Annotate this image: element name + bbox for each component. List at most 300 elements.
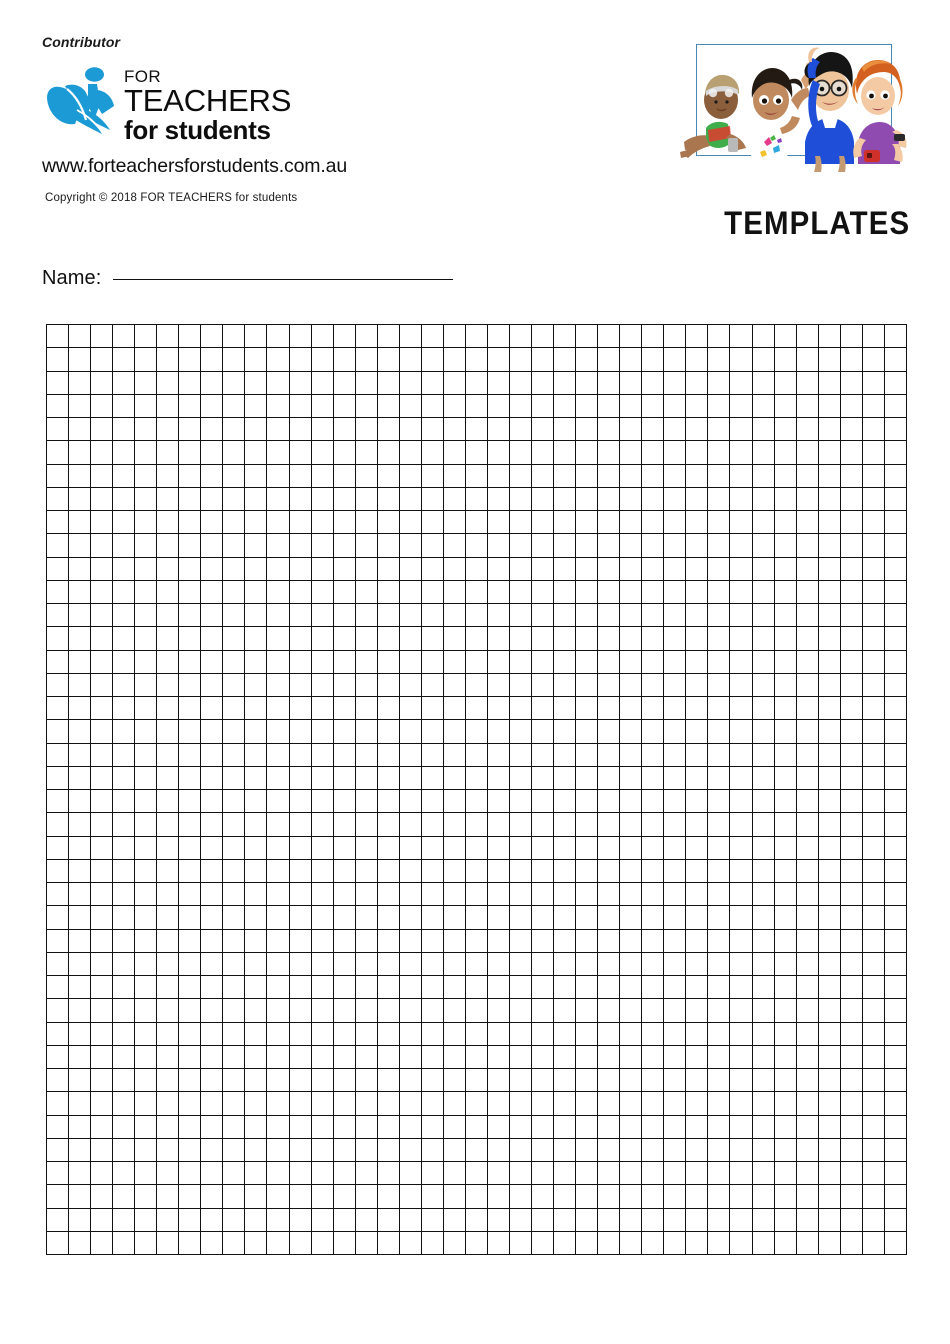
grid-cell[interactable] xyxy=(443,557,465,580)
grid-cell[interactable] xyxy=(487,557,509,580)
grid-cell[interactable] xyxy=(377,743,399,766)
grid-cell[interactable] xyxy=(69,1208,91,1231)
grid-cell[interactable] xyxy=(245,1138,267,1161)
grid-cell[interactable] xyxy=(509,836,531,859)
grid-cell[interactable] xyxy=(333,1231,355,1254)
grid-cell[interactable] xyxy=(179,1208,201,1231)
grid-cell[interactable] xyxy=(377,511,399,534)
grid-cell[interactable] xyxy=(47,371,69,394)
grid-cell[interactable] xyxy=(862,1092,884,1115)
grid-cell[interactable] xyxy=(554,766,576,789)
grid-cell[interactable] xyxy=(289,743,311,766)
grid-cell[interactable] xyxy=(465,720,487,743)
grid-cell[interactable] xyxy=(708,1231,730,1254)
grid-cell[interactable] xyxy=(818,1231,840,1254)
grid-cell[interactable] xyxy=(135,976,157,999)
grid-cell[interactable] xyxy=(179,1069,201,1092)
grid-cell[interactable] xyxy=(730,999,752,1022)
grid-cell[interactable] xyxy=(91,557,113,580)
grid-cell[interactable] xyxy=(818,952,840,975)
grid-cell[interactable] xyxy=(201,534,223,557)
grid-cell[interactable] xyxy=(774,1045,796,1068)
grid-cell[interactable] xyxy=(135,1185,157,1208)
grid-cell[interactable] xyxy=(311,883,333,906)
grid-cell[interactable] xyxy=(774,371,796,394)
grid-cell[interactable] xyxy=(377,976,399,999)
grid-cell[interactable] xyxy=(311,557,333,580)
grid-cell[interactable] xyxy=(289,1231,311,1254)
grid-cell[interactable] xyxy=(752,1115,774,1138)
grid-cell[interactable] xyxy=(465,813,487,836)
grid-cell[interactable] xyxy=(311,929,333,952)
grid-cell[interactable] xyxy=(135,743,157,766)
grid-cell[interactable] xyxy=(289,1092,311,1115)
grid-cell[interactable] xyxy=(91,697,113,720)
grid-cell[interactable] xyxy=(752,1231,774,1254)
grid-cell[interactable] xyxy=(289,766,311,789)
grid-cell[interactable] xyxy=(267,673,289,696)
grid-cell[interactable] xyxy=(465,557,487,580)
grid-cell[interactable] xyxy=(201,627,223,650)
grid-cell[interactable] xyxy=(311,511,333,534)
grid-cell[interactable] xyxy=(311,999,333,1022)
grid-cell[interactable] xyxy=(69,952,91,975)
grid-cell[interactable] xyxy=(333,999,355,1022)
grid-cell[interactable] xyxy=(223,790,245,813)
grid-cell[interactable] xyxy=(664,1208,686,1231)
grid-cell[interactable] xyxy=(598,325,620,348)
grid-cell[interactable] xyxy=(267,1231,289,1254)
grid-cell[interactable] xyxy=(686,371,708,394)
grid-cell[interactable] xyxy=(157,1092,179,1115)
grid-cell[interactable] xyxy=(333,464,355,487)
grid-cell[interactable] xyxy=(796,1162,818,1185)
grid-cell[interactable] xyxy=(135,1045,157,1068)
grid-cell[interactable] xyxy=(333,697,355,720)
grid-cell[interactable] xyxy=(840,650,862,673)
grid-cell[interactable] xyxy=(664,929,686,952)
grid-cell[interactable] xyxy=(377,1069,399,1092)
grid-cell[interactable] xyxy=(245,929,267,952)
grid-cell[interactable] xyxy=(730,557,752,580)
grid-cell[interactable] xyxy=(576,487,598,510)
grid-cell[interactable] xyxy=(664,766,686,789)
grid-cell[interactable] xyxy=(289,511,311,534)
grid-cell[interactable] xyxy=(443,418,465,441)
grid-cell[interactable] xyxy=(818,1092,840,1115)
grid-cell[interactable] xyxy=(333,1162,355,1185)
grid-cell[interactable] xyxy=(333,441,355,464)
grid-cell[interactable] xyxy=(157,325,179,348)
grid-cell[interactable] xyxy=(201,697,223,720)
grid-cell[interactable] xyxy=(554,650,576,673)
grid-cell[interactable] xyxy=(377,1022,399,1045)
grid-cell[interactable] xyxy=(223,906,245,929)
grid-cell[interactable] xyxy=(113,906,135,929)
grid-cell[interactable] xyxy=(576,836,598,859)
grid-cell[interactable] xyxy=(465,790,487,813)
grid-cell[interactable] xyxy=(443,1138,465,1161)
grid-cell[interactable] xyxy=(179,790,201,813)
grid-cell[interactable] xyxy=(47,534,69,557)
grid-cell[interactable] xyxy=(509,557,531,580)
grid-cell[interactable] xyxy=(223,557,245,580)
grid-cell[interactable] xyxy=(818,464,840,487)
grid-cell[interactable] xyxy=(47,952,69,975)
grid-cell[interactable] xyxy=(708,697,730,720)
grid-cell[interactable] xyxy=(355,394,377,417)
grid-cell[interactable] xyxy=(421,999,443,1022)
grid-cell[interactable] xyxy=(223,487,245,510)
grid-cell[interactable] xyxy=(267,1208,289,1231)
grid-cell[interactable] xyxy=(796,976,818,999)
grid-cell[interactable] xyxy=(311,1092,333,1115)
grid-cell[interactable] xyxy=(796,604,818,627)
grid-cell[interactable] xyxy=(840,1092,862,1115)
grid-cell[interactable] xyxy=(686,1092,708,1115)
grid-cell[interactable] xyxy=(487,1045,509,1068)
grid-cell[interactable] xyxy=(796,883,818,906)
grid-cell[interactable] xyxy=(774,1231,796,1254)
grid-cell[interactable] xyxy=(47,859,69,882)
grid-cell[interactable] xyxy=(333,1138,355,1161)
grid-cell[interactable] xyxy=(730,1092,752,1115)
grid-cell[interactable] xyxy=(69,418,91,441)
grid-cell[interactable] xyxy=(399,929,421,952)
grid-cell[interactable] xyxy=(818,534,840,557)
grid-cell[interactable] xyxy=(91,836,113,859)
grid-cell[interactable] xyxy=(818,348,840,371)
grid-cell[interactable] xyxy=(862,929,884,952)
grid-cell[interactable] xyxy=(818,999,840,1022)
grid-cell[interactable] xyxy=(620,1092,642,1115)
grid-cell[interactable] xyxy=(289,487,311,510)
grid-cell[interactable] xyxy=(708,1092,730,1115)
grid-cell[interactable] xyxy=(752,557,774,580)
grid-cell[interactable] xyxy=(796,1138,818,1161)
grid-cell[interactable] xyxy=(752,394,774,417)
grid-cell[interactable] xyxy=(774,976,796,999)
grid-cell[interactable] xyxy=(399,1208,421,1231)
grid-cell[interactable] xyxy=(443,766,465,789)
grid-cell[interactable] xyxy=(487,673,509,696)
grid-cell[interactable] xyxy=(620,371,642,394)
grid-cell[interactable] xyxy=(223,673,245,696)
grid-cell[interactable] xyxy=(752,952,774,975)
grid-cell[interactable] xyxy=(487,906,509,929)
grid-cell[interactable] xyxy=(752,627,774,650)
grid-cell[interactable] xyxy=(554,1092,576,1115)
grid-cell[interactable] xyxy=(113,720,135,743)
grid-cell[interactable] xyxy=(113,929,135,952)
grid-cell[interactable] xyxy=(69,697,91,720)
grid-cell[interactable] xyxy=(620,325,642,348)
grid-cell[interactable] xyxy=(598,743,620,766)
grid-cell[interactable] xyxy=(774,952,796,975)
grid-cell[interactable] xyxy=(311,580,333,603)
grid-cell[interactable] xyxy=(135,394,157,417)
grid-cell[interactable] xyxy=(179,1115,201,1138)
grid-cell[interactable] xyxy=(113,697,135,720)
grid-cell[interactable] xyxy=(223,511,245,534)
grid-cell[interactable] xyxy=(620,441,642,464)
grid-cell[interactable] xyxy=(708,325,730,348)
grid-cell[interactable] xyxy=(157,534,179,557)
grid-cell[interactable] xyxy=(532,464,554,487)
grid-cell[interactable] xyxy=(223,441,245,464)
grid-cell[interactable] xyxy=(333,325,355,348)
grid-cell[interactable] xyxy=(862,999,884,1022)
grid-cell[interactable] xyxy=(47,743,69,766)
grid-cell[interactable] xyxy=(333,929,355,952)
grid-cell[interactable] xyxy=(113,604,135,627)
grid-cell[interactable] xyxy=(421,580,443,603)
grid-cell[interactable] xyxy=(267,487,289,510)
grid-cell[interactable] xyxy=(818,1115,840,1138)
grid-cell[interactable] xyxy=(377,464,399,487)
grid-cell[interactable] xyxy=(532,1138,554,1161)
grid-cell[interactable] xyxy=(642,1092,664,1115)
grid-cell[interactable] xyxy=(135,929,157,952)
grid-cell[interactable] xyxy=(421,720,443,743)
grid-cell[interactable] xyxy=(532,720,554,743)
grid-cell[interactable] xyxy=(47,1115,69,1138)
grid-cell[interactable] xyxy=(487,929,509,952)
grid-cell[interactable] xyxy=(598,394,620,417)
grid-cell[interactable] xyxy=(311,813,333,836)
grid-cell[interactable] xyxy=(532,394,554,417)
grid-cell[interactable] xyxy=(113,743,135,766)
grid-cell[interactable] xyxy=(289,976,311,999)
grid-cell[interactable] xyxy=(179,1022,201,1045)
grid-cell[interactable] xyxy=(620,650,642,673)
grid-cell[interactable] xyxy=(532,1069,554,1092)
grid-cell[interactable] xyxy=(465,1069,487,1092)
grid-cell[interactable] xyxy=(245,883,267,906)
grid-cell[interactable] xyxy=(532,487,554,510)
grid-cell[interactable] xyxy=(554,929,576,952)
grid-cell[interactable] xyxy=(554,743,576,766)
grid-cell[interactable] xyxy=(443,813,465,836)
grid-cell[interactable] xyxy=(664,650,686,673)
grid-cell[interactable] xyxy=(289,673,311,696)
grid-cell[interactable] xyxy=(554,999,576,1022)
grid-cell[interactable] xyxy=(796,534,818,557)
grid-cell[interactable] xyxy=(642,487,664,510)
grid-cell[interactable] xyxy=(245,325,267,348)
grid-cell[interactable] xyxy=(289,464,311,487)
grid-cell[interactable] xyxy=(157,883,179,906)
grid-cell[interactable] xyxy=(752,1092,774,1115)
grid-cell[interactable] xyxy=(377,813,399,836)
grid-cell[interactable] xyxy=(576,1185,598,1208)
grid-cell[interactable] xyxy=(708,836,730,859)
grid-cell[interactable] xyxy=(509,418,531,441)
grid-cell[interactable] xyxy=(69,487,91,510)
grid-cell[interactable] xyxy=(399,697,421,720)
grid-cell[interactable] xyxy=(708,580,730,603)
grid-cell[interactable] xyxy=(796,1045,818,1068)
grid-cell[interactable] xyxy=(201,673,223,696)
grid-cell[interactable] xyxy=(223,604,245,627)
grid-cell[interactable] xyxy=(796,906,818,929)
grid-cell[interactable] xyxy=(333,394,355,417)
grid-cell[interactable] xyxy=(179,1045,201,1068)
grid-cell[interactable] xyxy=(708,534,730,557)
grid-cell[interactable] xyxy=(157,348,179,371)
grid-cell[interactable] xyxy=(421,487,443,510)
grid-cell[interactable] xyxy=(509,813,531,836)
grid-cell[interactable] xyxy=(179,720,201,743)
grid-cell[interactable] xyxy=(686,464,708,487)
grid-cell[interactable] xyxy=(69,348,91,371)
grid-cell[interactable] xyxy=(289,1069,311,1092)
grid-cell[interactable] xyxy=(598,673,620,696)
grid-cell[interactable] xyxy=(576,790,598,813)
grid-cell[interactable] xyxy=(201,1231,223,1254)
grid-cell[interactable] xyxy=(509,1208,531,1231)
grid-cell[interactable] xyxy=(598,1022,620,1045)
grid-cell[interactable] xyxy=(69,394,91,417)
grid-cell[interactable] xyxy=(642,371,664,394)
grid-cell[interactable] xyxy=(796,627,818,650)
grid-cell[interactable] xyxy=(157,1115,179,1138)
grid-cell[interactable] xyxy=(113,1069,135,1092)
grid-cell[interactable] xyxy=(47,836,69,859)
grid-cell[interactable] xyxy=(113,1185,135,1208)
grid-cell[interactable] xyxy=(642,464,664,487)
grid-cell[interactable] xyxy=(487,627,509,650)
grid-cell[interactable] xyxy=(135,836,157,859)
grid-cell[interactable] xyxy=(818,441,840,464)
grid-cell[interactable] xyxy=(642,952,664,975)
grid-cell[interactable] xyxy=(818,976,840,999)
grid-cell[interactable] xyxy=(884,999,906,1022)
grid-cell[interactable] xyxy=(708,418,730,441)
grid-cell[interactable] xyxy=(135,697,157,720)
grid-cell[interactable] xyxy=(708,1185,730,1208)
grid-cell[interactable] xyxy=(69,1231,91,1254)
grid-cell[interactable] xyxy=(576,673,598,696)
grid-cell[interactable] xyxy=(267,534,289,557)
grid-cell[interactable] xyxy=(355,325,377,348)
grid-cell[interactable] xyxy=(818,418,840,441)
grid-cell[interactable] xyxy=(884,464,906,487)
grid-cell[interactable] xyxy=(289,720,311,743)
grid-cell[interactable] xyxy=(333,952,355,975)
grid-cell[interactable] xyxy=(532,906,554,929)
grid-cell[interactable] xyxy=(113,1092,135,1115)
grid-cell[interactable] xyxy=(421,697,443,720)
grid-cell[interactable] xyxy=(69,836,91,859)
grid-cell[interactable] xyxy=(399,766,421,789)
grid-cell[interactable] xyxy=(686,1208,708,1231)
grid-cell[interactable] xyxy=(840,325,862,348)
grid-cell[interactable] xyxy=(884,720,906,743)
grid-cell[interactable] xyxy=(708,859,730,882)
grid-cell[interactable] xyxy=(465,1092,487,1115)
grid-cell[interactable] xyxy=(664,1045,686,1068)
grid-cell[interactable] xyxy=(752,766,774,789)
grid-cell[interactable] xyxy=(532,557,554,580)
grid-cell[interactable] xyxy=(509,1162,531,1185)
grid-cell[interactable] xyxy=(465,976,487,999)
grid-cell[interactable] xyxy=(69,720,91,743)
grid-cell[interactable] xyxy=(554,534,576,557)
grid-cell[interactable] xyxy=(554,906,576,929)
grid-cell[interactable] xyxy=(620,952,642,975)
grid-cell[interactable] xyxy=(862,650,884,673)
grid-cell[interactable] xyxy=(355,883,377,906)
grid-cell[interactable] xyxy=(223,1069,245,1092)
grid-cell[interactable] xyxy=(554,883,576,906)
grid-cell[interactable] xyxy=(884,1069,906,1092)
grid-cell[interactable] xyxy=(223,627,245,650)
grid-cell[interactable] xyxy=(333,557,355,580)
grid-cell[interactable] xyxy=(377,325,399,348)
grid-cell[interactable] xyxy=(443,883,465,906)
grid-cell[interactable] xyxy=(840,1231,862,1254)
grid-cell[interactable] xyxy=(157,1162,179,1185)
grid-cell[interactable] xyxy=(532,836,554,859)
grid-cell[interactable] xyxy=(311,1185,333,1208)
grid-cell[interactable] xyxy=(91,1069,113,1092)
grid-cell[interactable] xyxy=(620,1069,642,1092)
grid-cell[interactable] xyxy=(465,883,487,906)
grid-cell[interactable] xyxy=(157,441,179,464)
grid-cell[interactable] xyxy=(355,1138,377,1161)
grid-cell[interactable] xyxy=(267,1162,289,1185)
grid-cell[interactable] xyxy=(664,1162,686,1185)
grid-cell[interactable] xyxy=(598,534,620,557)
grid-cell[interactable] xyxy=(69,627,91,650)
grid-cell[interactable] xyxy=(818,650,840,673)
grid-cell[interactable] xyxy=(179,1185,201,1208)
grid-cell[interactable] xyxy=(421,394,443,417)
grid-cell[interactable] xyxy=(554,673,576,696)
grid-cell[interactable] xyxy=(377,1045,399,1068)
grid-cell[interactable] xyxy=(465,929,487,952)
grid-cell[interactable] xyxy=(686,511,708,534)
grid-cell[interactable] xyxy=(862,534,884,557)
grid-cell[interactable] xyxy=(91,976,113,999)
grid-cell[interactable] xyxy=(686,557,708,580)
grid-cell[interactable] xyxy=(377,487,399,510)
grid-cell[interactable] xyxy=(47,1138,69,1161)
grid-cell[interactable] xyxy=(576,394,598,417)
grid-cell[interactable] xyxy=(686,999,708,1022)
grid-cell[interactable] xyxy=(752,929,774,952)
grid-cell[interactable] xyxy=(818,697,840,720)
grid-cell[interactable] xyxy=(487,1185,509,1208)
grid-cell[interactable] xyxy=(135,720,157,743)
grid-cell[interactable] xyxy=(113,859,135,882)
grid-cell[interactable] xyxy=(355,906,377,929)
grid-cell[interactable] xyxy=(355,813,377,836)
grid-cell[interactable] xyxy=(686,673,708,696)
grid-cell[interactable] xyxy=(686,766,708,789)
grid-cell[interactable] xyxy=(311,394,333,417)
grid-cell[interactable] xyxy=(47,720,69,743)
grid-cell[interactable] xyxy=(223,999,245,1022)
grid-cell[interactable] xyxy=(289,325,311,348)
grid-cell[interactable] xyxy=(532,418,554,441)
grid-cell[interactable] xyxy=(774,650,796,673)
grid-cell[interactable] xyxy=(554,1045,576,1068)
grid-cell[interactable] xyxy=(333,720,355,743)
grid-cell[interactable] xyxy=(686,929,708,952)
grid-cell[interactable] xyxy=(620,1231,642,1254)
